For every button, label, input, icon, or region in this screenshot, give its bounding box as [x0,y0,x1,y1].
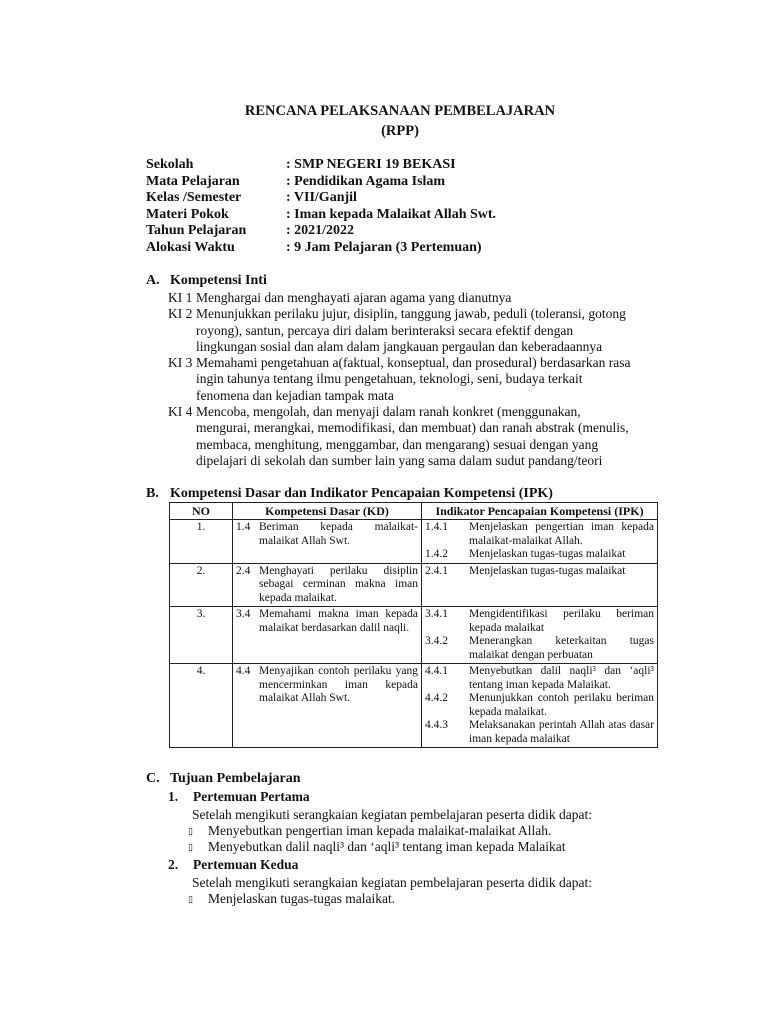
info-label: Mata Pelajaran [146,173,240,189]
section-title: Kompetensi Inti [170,273,267,288]
ki-line: dipelajari di sekolah dan sumber lain yang sama dalam sudut pandang/teori [196,452,603,468]
ki-code: KI 1 [168,290,193,305]
kompetensi-inti-list [168,290,668,469]
ipk-code: 4.4.2 [425,692,448,704]
info-label: Materi Pokok [146,206,229,222]
kd-code: 3.4 [236,608,251,620]
info-value: : SMP NEGERI 19 BEKASI [286,157,456,172]
document-subtitle: (RPP) [381,123,419,139]
section-letter: C. [146,771,160,786]
ki-line: royong), santun, percaya diri dalam berinteraksi secara efektif dengan [196,322,574,338]
row-number: 4. [170,664,233,748]
kd-cell [233,563,422,607]
ipk-code: 2.4.1 [425,564,448,577]
ipk-text: Menjelaskan tugas-tugas malaikat [469,564,626,577]
ki-line: fenomena dan kejadian tampak mata [196,387,394,403]
ki-code: KI 4 [168,404,193,420]
meeting-number: 2. [168,857,179,872]
column-header-ipk: Indikator Pencapaian Kompetensi (IPK) [422,503,658,520]
info-value: : Pendidikan Agama Islam [286,173,446,189]
ipk-code: 3.4.1 [425,608,448,620]
column-header-no: NO [170,503,233,520]
meeting-title: Pertemuan Kedua [193,857,299,872]
info-row-materi [146,207,496,224]
ki-line: Mencoba, mengolah, dan menyaji dalam ranah konkret (menggunakan, [196,404,581,420]
bullet-text: Menjelaskan tugas-tugas malaikat. [208,891,396,906]
kd-code: 1.4 [236,521,251,533]
kd-cell [233,607,422,664]
bullet-icon: ▯ [188,894,193,904]
info-row-tahun [146,223,496,240]
kd-code: 2.4 [236,564,251,577]
ipk-code: 4.4.3 [425,719,448,731]
ki-line: Menghargai dan menghayati ajaran agama yang dianutnya [196,290,512,305]
ipk-text: Menyebutkan dalil naqli³ dan ‘aqli³ tentang iman kepada Malaikat. [469,665,654,691]
table-row [170,563,658,607]
table-row [170,607,658,664]
ki-item [168,404,668,469]
info-row-kelas [146,190,496,207]
ki-code: KI 2 [168,306,193,322]
meeting-1-bullet [188,839,565,855]
bullet-icon: ▯ [188,842,193,852]
ipk-code: 1.4.2 [425,548,448,560]
info-value: : 9 Jam Pelajaran (3 Pertemuan) [286,239,482,255]
meeting-2-bullet [188,891,395,907]
meeting-1-heading [168,789,310,805]
ipk-text: Menerangkan keterkaitan tugas malaikat dengan perbuatan [469,635,654,661]
section-title: Tujuan Pembelajaran [170,771,301,786]
bullet-icon: ▯ [188,826,193,836]
meeting-1-intro: Setelah mengikuti serangkaian kegiatan pembelajaran peserta didik dapat: [192,807,592,822]
ki-line: ingin tahunya tentang ilmu pengetahuan, teknologi, seni, budaya terkait [196,371,583,387]
ki-line: membaca, menghitung, menggambar, dan mengarang) sesuai dengan yang [196,436,599,452]
ki-line: mengurai, merangkai, memodifikasi, dan membuat) dan ranah abstrak (menulis, [196,420,629,436]
ipk-text: Menjelaskan pengertian iman kepada malaikat-malaikat Allah. [469,521,654,547]
section-letter: B. [146,486,159,501]
ipk-code: 1.4.1 [425,521,448,533]
row-number: 3. [170,607,233,664]
section-b-heading [146,486,553,502]
ipk-code: 4.4.1 [425,665,448,677]
ki-item [168,306,668,355]
kd-text: Menyajikan contoh perilaku yang mencerminkan iman kepada malaikat Allah Swt. [259,665,418,704]
info-row-sekolah [146,157,496,174]
ipk-text: Menunjukkan contoh perilaku beriman kepada malaikat. [469,692,654,718]
column-header-kd: Kompetensi Dasar (KD) [233,503,422,520]
row-number: 1. [170,520,233,564]
ipk-cell [422,520,658,564]
meeting-2-heading [168,857,298,873]
kd-text: Menghayati perilaku disiplin sebagai cerminan makna iman kepada malaikat. [259,564,418,604]
row-number: 2. [170,563,233,607]
info-value: : VII/Ganjil [286,190,357,205]
info-label: Tahun Pelajaran [146,223,247,238]
section-letter: A. [146,273,160,288]
info-value: : 2021/2022 [286,223,355,238]
info-row-mapel [146,174,496,191]
section-title: Kompetensi Dasar dan Indikator Pencapaian Kompetensi (IPK) [170,486,553,501]
kd-cell [233,520,422,564]
ki-line: Menunjukkan perilaku jujur, disiplin, tanggung jawab, peduli (toleransi, gotong [196,306,626,322]
meeting-2-intro: Setelah mengikuti serangkaian kegiatan pembelajaran peserta didik dapat: [192,875,592,890]
kd-code: 4.4 [236,665,251,677]
info-row-alokasi [146,240,496,257]
meeting-1-bullet [188,823,551,839]
bullet-text: Menyebutkan pengertian iman kepada malaikat-malaikat Allah. [208,823,552,838]
identity-block [146,157,496,256]
table-row [170,520,658,564]
bullet-text: Menyebutkan dalil naqli³ dan ‘aqli³ tentang iman kepada Malaikat [208,839,566,854]
info-label: Sekolah [146,157,194,172]
meeting-number: 1. [168,789,179,804]
ki-line: lingkungan sosial dan alam dalam jangkauan pergaulan dan keberadaannya [196,338,603,354]
ki-line: Memahami pengetahuan a(faktual, konseptual, dan prosedural) berdasarkan rasa [196,355,631,371]
info-value: : Iman kepada Malaikat Allah Swt. [286,206,497,222]
kd-cell [233,664,422,748]
section-c-heading [146,771,301,787]
ipk-text: Melaksanakan perintah Allah atas dasar iman kepada malaikat [469,719,654,745]
ki-item [168,355,668,404]
ipk-text: Mengidentifikasi perilaku beriman kepada malaikat [469,608,654,634]
ki-code: KI 3 [168,355,193,371]
meeting-title: Pertemuan Pertama [193,789,310,804]
ki-item [168,290,668,306]
section-a-heading [146,273,267,289]
ipk-cell [422,563,658,607]
ipk-code: 3.4.2 [425,635,448,647]
ipk-text: Menjelaskan tugas-tugas malaikat [469,548,626,560]
ipk-cell [422,664,658,748]
table-row [170,664,658,748]
document-title: RENCANA PELAKSANAAN PEMBELAJARAN [244,103,556,119]
kd-text: Memahami makna iman kepada malaikat berdasarkan dalil naqli. [259,608,418,634]
kd-text: Beriman kepada malaikat-malaikat Allah Swt. [259,521,418,547]
kd-ipk-table [169,502,658,748]
info-label: Alokasi Waktu [146,239,235,255]
info-label: Kelas /Semester [146,190,242,205]
table-header-row [170,503,658,520]
ipk-cell [422,607,658,664]
